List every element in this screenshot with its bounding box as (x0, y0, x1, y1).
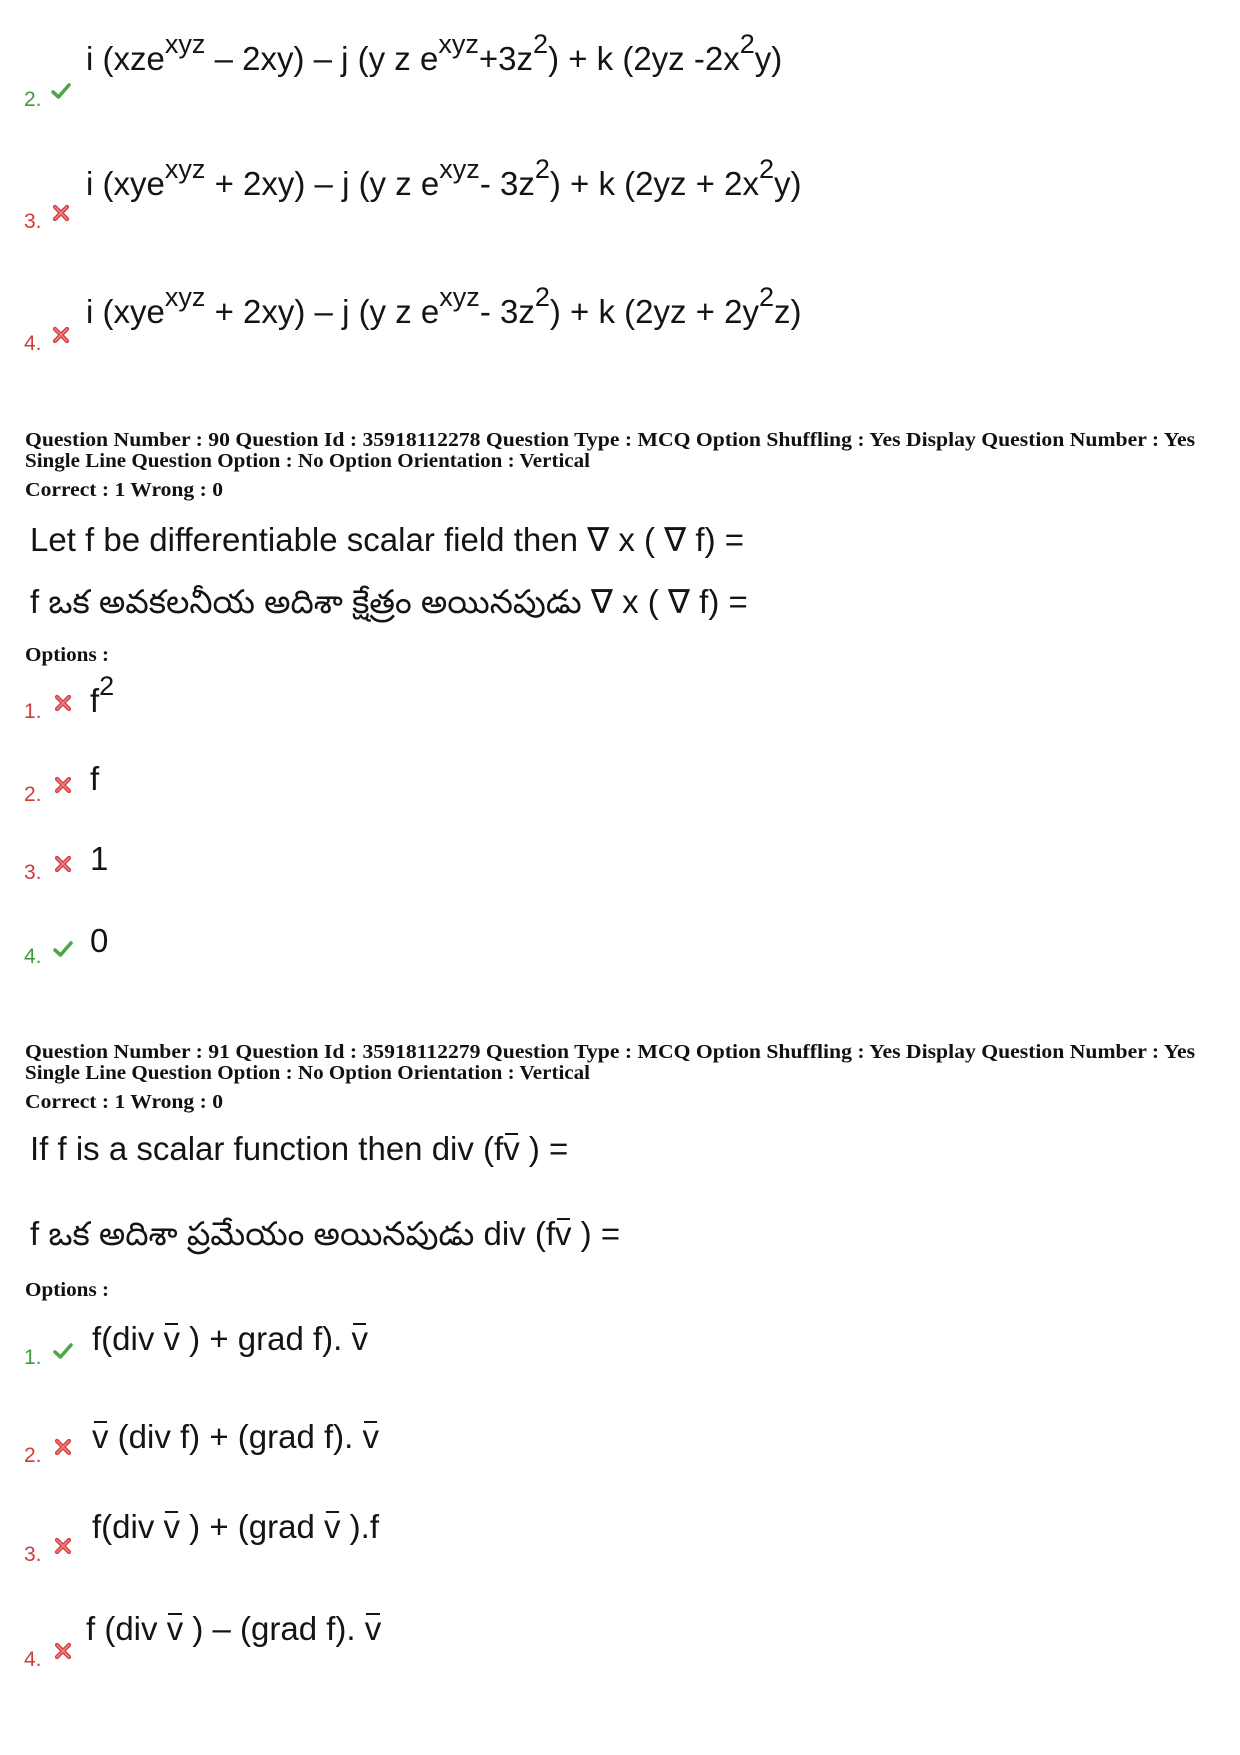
option-number: 2. (24, 1444, 42, 1467)
option-expression: i (xze$^{xyz}$ – 2xy) – j (y z $e^{xyz}+3z^2) + k$ (2yz $-2x^2y$) (86, 29, 783, 77)
question-text-telugu: f ఒక అదిశా ప్రమేయం అయినపుడు div (fv ) = (30, 1215, 621, 1252)
option-number: 2. (24, 783, 42, 806)
wrong-cross-icon (52, 692, 74, 714)
correct-check-icon (52, 1340, 74, 1362)
correct-wrong-marks: Correct : 1 Wrong : 0 (25, 1092, 223, 1113)
option-number: 3. (24, 1543, 42, 1566)
wrong-cross-icon (52, 853, 74, 875)
wrong-cross-icon (52, 1535, 74, 1557)
option-number: 2. (24, 88, 42, 111)
wrong-cross-icon (50, 324, 72, 346)
option-expression: i (xye$^{xyz}$ + 2xy) – j (y z $e^{xyz}-$ $3z^2) + k$ $(2yz + 2x^2y)$ (86, 154, 802, 202)
wrong-cross-icon (52, 1436, 74, 1458)
options-label: Options : (25, 645, 109, 666)
option-expression: f(div v ) + grad f). v (92, 1320, 368, 1357)
question-meta-line: Single Line Question Option : No Option Orientation : Vertical (25, 1063, 590, 1084)
vector-v: v (555, 1215, 572, 1252)
question-meta-line: Question Number : 90 Question Id : 35918112278 Question Type : MCQ Option Shuffling : Yes Display Question Number : Yes (25, 430, 1195, 451)
option-expression: f(div v ) + (grad v ).f (92, 1508, 379, 1545)
option-expression: f (90, 760, 100, 797)
question-meta-line: Question Number : 91 Question Id : 35918112279 Question Type : MCQ Option Shuffling : Yes Display Question Number : Yes (25, 1042, 1195, 1063)
option-number: 3. (24, 210, 42, 233)
option-number: 1. (24, 700, 42, 723)
option-expression: v (div f) + (grad f). v (92, 1418, 379, 1455)
options-label: Options : (25, 1280, 109, 1301)
option-number: 4. (24, 945, 42, 968)
option-expression: i (xye$^{xyz}$ + 2xy) – j (y z $e^{xyz}-$ $3z^2) + k$ $(2yz + 2y^2z)$ (86, 282, 802, 330)
option-number: 4. (24, 1648, 42, 1671)
option-expression: 1 (90, 840, 109, 877)
question-meta-line: Single Line Question Option : No Option Orientation : Vertical (25, 451, 590, 472)
vector-v: v (503, 1130, 520, 1167)
option-number: 4. (24, 332, 42, 355)
option-number: 1. (24, 1346, 42, 1369)
wrong-cross-icon (50, 202, 72, 224)
wrong-cross-icon (52, 774, 74, 796)
correct-check-icon (50, 80, 72, 102)
question-text-telugu: f ఒక అవకలనీయ అదిశా క్షేత్రం అయినపుడు ∇ x ( ∇ f) = (30, 583, 748, 620)
correct-wrong-marks: Correct : 1 Wrong : 0 (25, 480, 223, 501)
question-text-english: If f is a scalar function then div (fv ) = (30, 1130, 569, 1167)
wrong-cross-icon (52, 1640, 74, 1662)
correct-check-icon (52, 938, 74, 960)
question-text-english: Let f be differentiable scalar field then ∇ x ( ∇ f) = (30, 521, 744, 558)
option-number: 3. (24, 861, 42, 884)
option-expression: $f^2$ (90, 671, 115, 719)
option-expression: f (div v ) – (grad f). v (86, 1610, 382, 1647)
option-expression: 0 (90, 922, 109, 959)
